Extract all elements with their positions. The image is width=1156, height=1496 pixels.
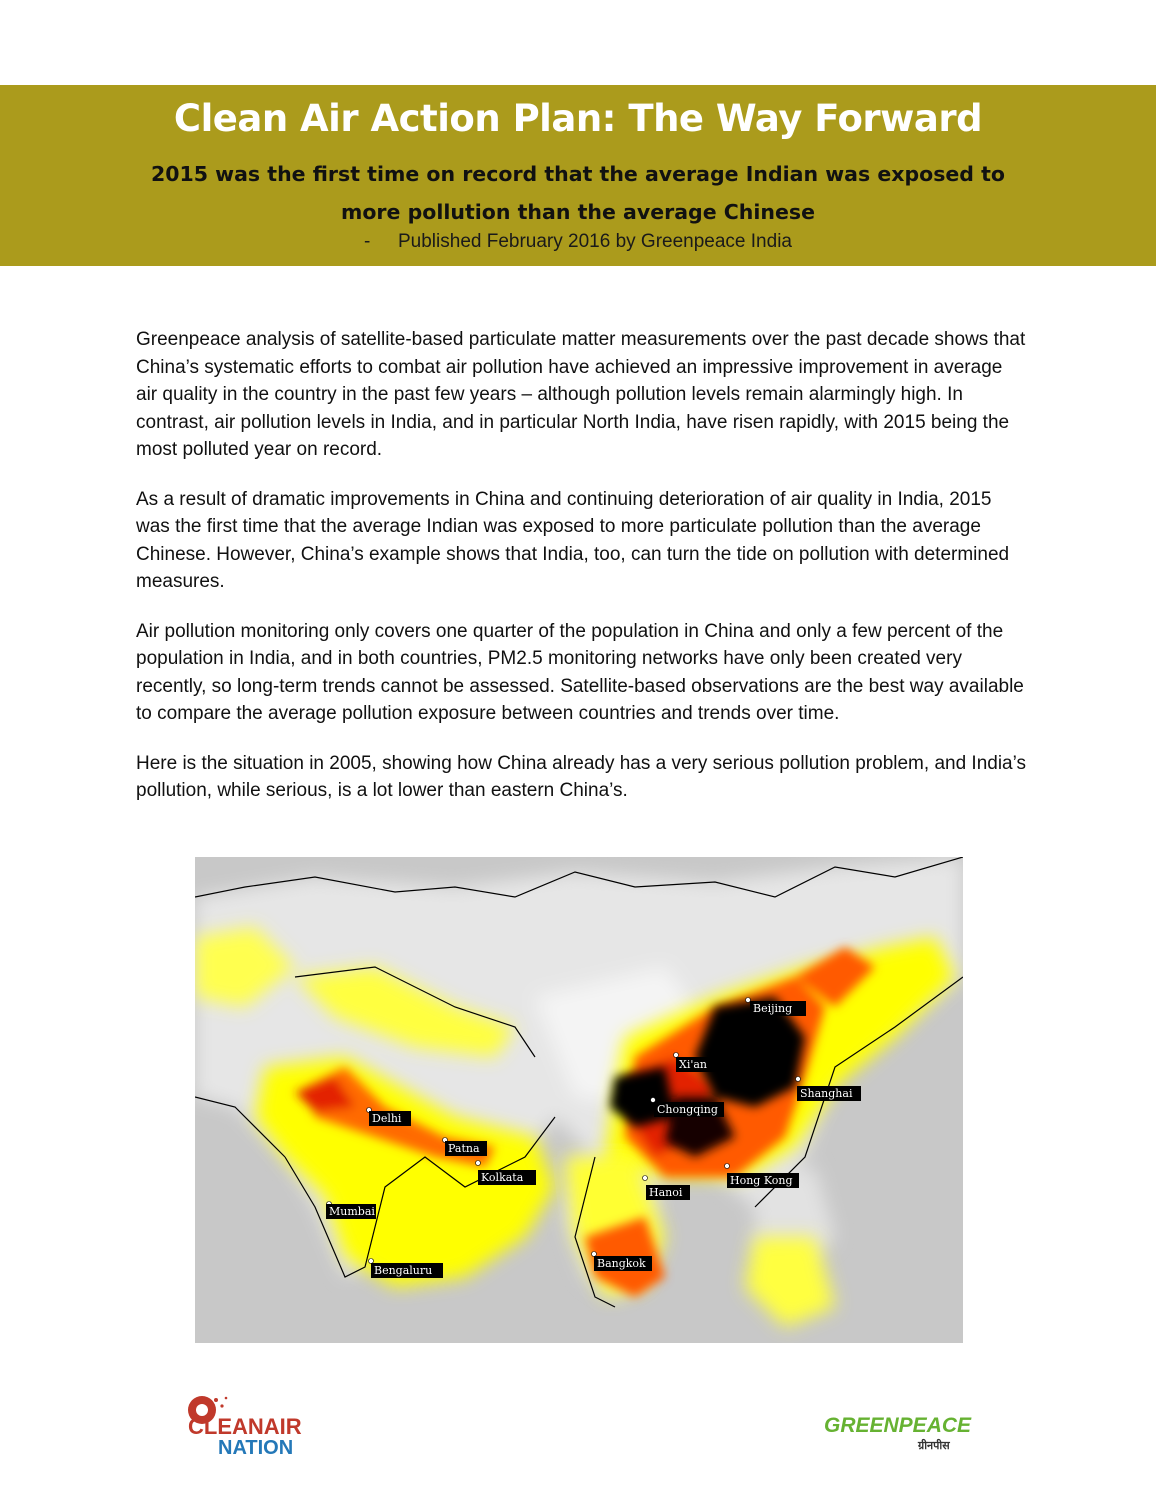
clean-air-nation-logo [180,1388,320,1460]
logo-cleanair-text: CLEANAIR [188,1414,302,1439]
city-label-patna: Patna [448,1142,480,1155]
city-label-delhi: Delhi [372,1112,402,1125]
city-label-mumbai: Mumbai [329,1205,375,1218]
paragraph-4: Here is the situation in 2005, showing how China already has a very serious pollution problem, and India’s pollution, while serious, is a lot lower than eastern China’s. [136,752,1027,801]
city-label-bengaluru: Bengaluru [374,1264,433,1277]
city-label-xian: Xi'an [679,1058,708,1071]
publication-line [0,231,1156,253]
city-label-kolkata: Kolkata [481,1171,524,1184]
paragraph-3: Air pollution monitoring only covers one quarter of the population in China and only a few percent of the population in India, and in both countries, PM2.5 monitoring networks have only been created very recently, so long-term trends cannot be assessed. Satellite-based observations are the best way available to compare the average pollution exposure between countries and trends over time. [136,620,1024,724]
pollution-map-svg [195,857,963,1343]
page-subtitle: 2015 was the first time on record that the average Indian was exposed to more pollution than the average Chinese [150,162,1006,224]
paragraph-2: As a result of dramatic improvements in China and continuing deterioration of air quality in India, 2015 was the first time that the average Indian was exposed to more particulate pollution than the average Chinese. However, China’s example shows that India, too, can turn the tide on pollution with determined measures. [136,488,1010,592]
greenpeace-logo [822,1410,972,1454]
paragraph-1: Greenpeace analysis of satellite-based particulate matter measurements over the past decade shows that China’s systematic efforts to combat air pollution have achieved an impressive improvement in average air quality in the country in the past few years – although pollution levels remain alarmingly high. In contrast, air pollution levels in India, and in particular North India, have risen rapidly, with 2015 being the most polluted year on record. [136,329,1026,460]
pollution-map-2005 [195,857,963,1343]
publication-dash: - [364,231,371,252]
city-label-hong-kong: Hong Kong [730,1174,793,1187]
city-label-bangkok: Bangkok [597,1257,646,1270]
logo-greenpeace-text: GREENPEACE [824,1414,972,1437]
city-label-chongqing: Chongqing [657,1103,718,1116]
page-title: Clean Air Action Plan: The Way Forward [173,97,983,140]
logo-nation-text: NATION [218,1437,294,1459]
city-mumbai [326,1202,376,1220]
city-label-beijing: Beijing [753,1002,793,1015]
article-body [136,326,1026,827]
logo-greenpeace-hindi: ग्रीनपीस [918,1439,950,1452]
city-label-shanghai: Shanghai [800,1087,853,1100]
publication-info: Published February 2016 by Greenpeace India [398,231,792,252]
city-label-hanoi: Hanoi [649,1186,683,1199]
header-banner [0,85,1156,266]
